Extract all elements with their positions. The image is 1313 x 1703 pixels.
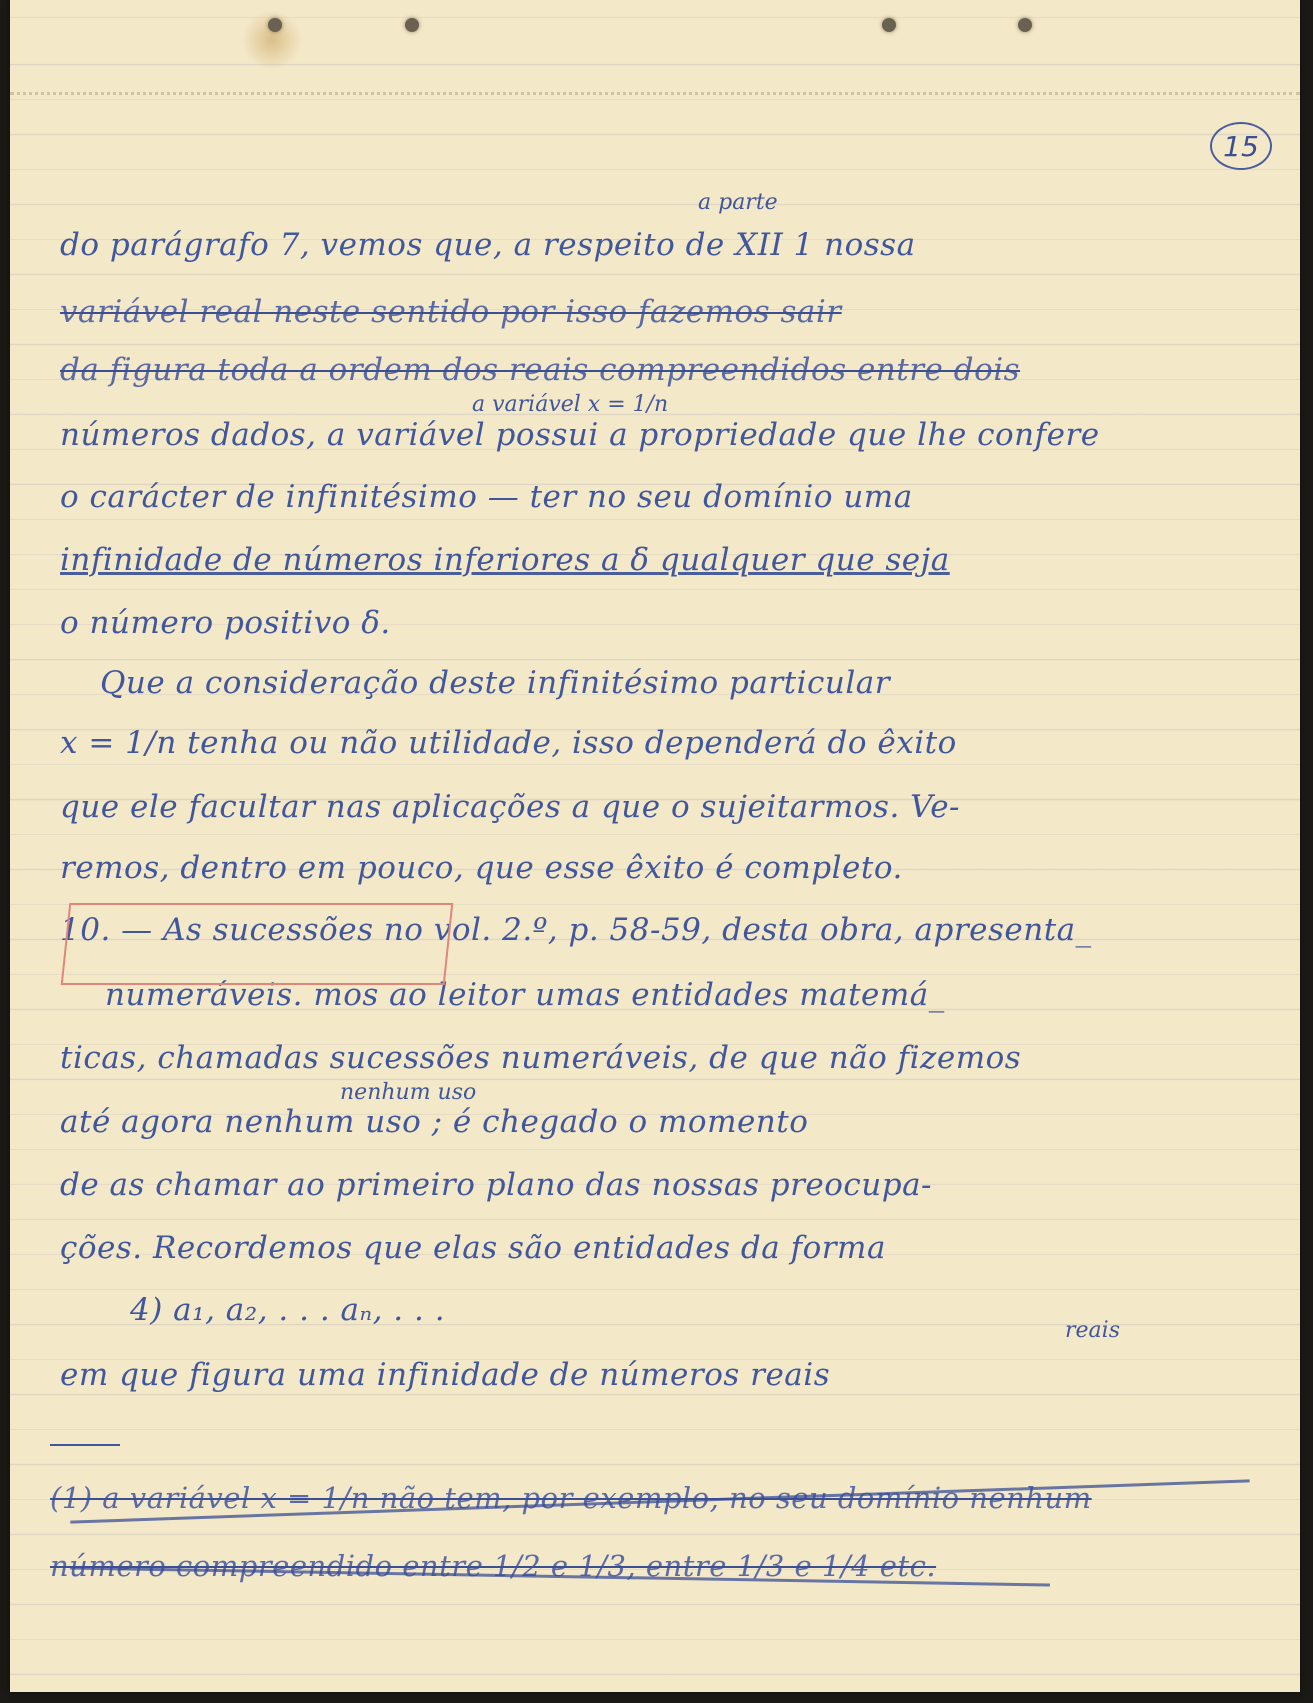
line-10: que ele facultar nas aplicações a que o sujeitarmos. Ve- <box>60 789 961 825</box>
line-13: numeráveis. mos ao leitor umas entidades matemá_ <box>105 977 945 1013</box>
line-7: o número positivo δ. <box>60 605 391 641</box>
line-4: números dados, a variável possui a propriedade que lhe confere <box>60 417 1100 453</box>
footnote-rule <box>50 1444 120 1446</box>
line-17: ções. Recordemos que elas são entidades da forma <box>60 1230 886 1266</box>
line-5: o carácter de infinitésimo — ter no seu domínio uma <box>60 479 913 515</box>
footnote-line-1: (1) a variável x = 1/n não tem, por exemplo, no seu domínio nenhum <box>50 1481 1092 1515</box>
perforation-line <box>10 92 1300 95</box>
line-1: do parágrafo 7, vemos que, a respeito de XII 1 nossa <box>60 227 916 263</box>
section-title-box <box>61 903 454 985</box>
section-heading-line: 10. — As sucessões no vol. 2.º, p. 58-59, desta obra, apresenta_ <box>60 912 1092 948</box>
line-16: de as chamar ao primeiro plano das nossas preocupa- <box>60 1167 933 1203</box>
insertion-reais: reais <box>1065 1318 1120 1343</box>
formula-line: 4) a₁, a₂, . . . aₙ, . . . <box>130 1292 446 1328</box>
binder-hole-right-a <box>882 18 896 32</box>
line-11: remos, dentro em pouco, que esse êxito é completo. <box>60 850 903 886</box>
line-3-struck: da figura toda a ordem dos reais compreendidos entre dois <box>60 352 1021 388</box>
page-number: 15 <box>1210 122 1272 170</box>
binder-hole-right-b <box>1018 18 1032 32</box>
insertion-a-parte: a parte <box>698 190 778 215</box>
line-15: até agora nenhum uso ; é chegado o momento <box>60 1104 809 1140</box>
line-6: infinidade de números inferiores a δ qualquer que seja <box>60 542 950 578</box>
manuscript-page <box>10 0 1300 1692</box>
line-9: x = 1/n tenha ou não utilidade, isso dependerá do êxito <box>60 725 957 761</box>
insertion-variavel: a variável x = 1/n <box>472 392 669 417</box>
binder-hole-left <box>268 18 282 32</box>
binder-hole-middle <box>405 18 419 32</box>
line-14: ticas, chamadas sucessões numeráveis, de que não fizemos <box>60 1040 1022 1076</box>
line-8: Que a consideração deste infinitésimo particular <box>100 665 891 701</box>
line-2-struck: variável real neste sentido por isso fazemos sair <box>60 294 842 330</box>
insertion-nenhum-uso: nenhum uso <box>340 1080 477 1105</box>
line-19: em que figura uma infinidade de números reais <box>60 1357 831 1393</box>
footnote-line-2: número compreendido entre 1/2 e 1/3, entre 1/3 e 1/4 etc. <box>50 1549 937 1583</box>
